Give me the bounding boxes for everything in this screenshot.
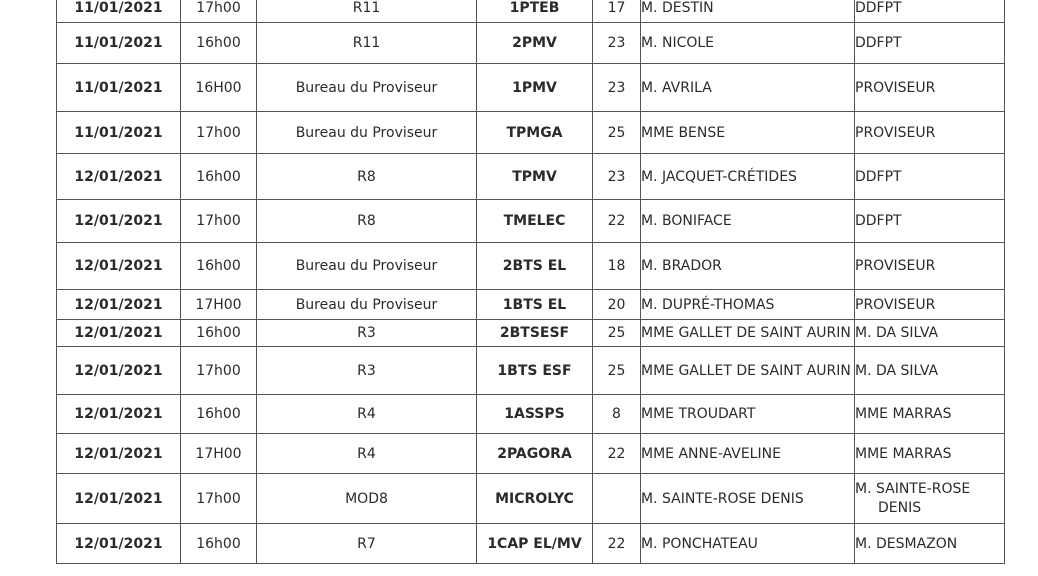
- student-count-cell: 23: [593, 23, 641, 64]
- responsible-cell: PROVISEUR: [855, 112, 1005, 154]
- student-count-cell: 18: [593, 243, 641, 290]
- time-cell: 16h00: [181, 395, 257, 434]
- student-count-cell: 17: [593, 0, 641, 23]
- date-cell: 12/01/2021: [57, 395, 181, 434]
- class-cell: 2BTSESF: [477, 320, 593, 347]
- date-cell: 12/01/2021: [57, 347, 181, 395]
- student-count-cell: 25: [593, 347, 641, 395]
- student-count-cell: 8: [593, 395, 641, 434]
- class-cell: TMELEC: [477, 200, 593, 243]
- table-row: [57, 347, 1005, 395]
- date-cell: 12/01/2021: [57, 434, 181, 474]
- table-row: [57, 395, 1005, 434]
- room-cell: Bureau du Proviseur: [257, 243, 477, 290]
- class-cell: TPMV: [477, 154, 593, 200]
- room-cell: Bureau du Proviseur: [257, 290, 477, 320]
- schedule-body: [57, 0, 1005, 564]
- room-cell: Bureau du Proviseur: [257, 112, 477, 154]
- date-cell: 11/01/2021: [57, 0, 181, 23]
- date-cell: 12/01/2021: [57, 474, 181, 524]
- teacher-cell: M. BONIFACE: [641, 200, 855, 243]
- time-cell: 16H00: [181, 64, 257, 112]
- time-cell: 16h00: [181, 320, 257, 347]
- responsible-line-1: M. SAINTE-ROSE: [855, 480, 971, 497]
- teacher-cell: M. JACQUET-CRÉTIDES: [641, 154, 855, 200]
- student-count-cell: 22: [593, 200, 641, 243]
- class-cell: 1PMV: [477, 64, 593, 112]
- date-cell: 12/01/2021: [57, 320, 181, 347]
- date-cell: 12/01/2021: [57, 154, 181, 200]
- responsible-cell: MME MARRAS: [855, 395, 1005, 434]
- table-row: [57, 200, 1005, 243]
- date-cell: 12/01/2021: [57, 243, 181, 290]
- table-row: [57, 64, 1005, 112]
- responsible-cell: DDFPT: [855, 200, 1005, 243]
- student-count-cell: 23: [593, 154, 641, 200]
- time-cell: 17h00: [181, 112, 257, 154]
- class-cell: 1BTS ESF: [477, 347, 593, 395]
- responsible-cell: M. DA SILVA: [855, 347, 1005, 395]
- table-row: [57, 243, 1005, 290]
- time-cell: 17H00: [181, 290, 257, 320]
- class-cell: 1PTEB: [477, 0, 593, 23]
- room-cell: R11: [257, 23, 477, 64]
- student-count-cell: [593, 474, 641, 524]
- room-cell: R4: [257, 434, 477, 474]
- responsible-cell: [855, 474, 1005, 524]
- responsible-line-2: DENIS: [878, 499, 922, 516]
- teacher-cell: MME GALLET DE SAINT AURIN: [641, 320, 855, 347]
- time-cell: 17h00: [181, 0, 257, 23]
- responsible-cell: PROVISEUR: [855, 64, 1005, 112]
- date-cell: 11/01/2021: [57, 112, 181, 154]
- date-cell: 11/01/2021: [57, 64, 181, 112]
- time-cell: 16h00: [181, 23, 257, 64]
- table-row: [57, 474, 1005, 524]
- table-row: [57, 434, 1005, 474]
- date-cell: 12/01/2021: [57, 524, 181, 564]
- table-row: [57, 290, 1005, 320]
- class-cell: 2BTS EL: [477, 243, 593, 290]
- table-row: [57, 112, 1005, 154]
- time-cell: 16h00: [181, 524, 257, 564]
- teacher-cell: MME BENSE: [641, 112, 855, 154]
- teacher-cell: MME ANNE-AVELINE: [641, 434, 855, 474]
- table-row: [57, 524, 1005, 564]
- time-cell: 17h00: [181, 474, 257, 524]
- time-cell: 16h00: [181, 154, 257, 200]
- responsible-cell: MME MARRAS: [855, 434, 1005, 474]
- student-count-cell: 22: [593, 524, 641, 564]
- responsible-cell: M. DA SILVA: [855, 320, 1005, 347]
- teacher-cell: M. DUPRÉ-THOMAS: [641, 290, 855, 320]
- teacher-cell: M. NICOLE: [641, 23, 855, 64]
- student-count-cell: 23: [593, 64, 641, 112]
- responsible-cell: PROVISEUR: [855, 243, 1005, 290]
- room-cell: Bureau du Proviseur: [257, 64, 477, 112]
- time-cell: 16h00: [181, 243, 257, 290]
- teacher-cell: M. AVRILA: [641, 64, 855, 112]
- date-cell: 11/01/2021: [57, 23, 181, 64]
- room-cell: R4: [257, 395, 477, 434]
- class-cell: 1CAP EL/MV: [477, 524, 593, 564]
- teacher-cell: MME GALLET DE SAINT AURIN: [641, 347, 855, 395]
- table-row: [57, 23, 1005, 64]
- room-cell: R8: [257, 200, 477, 243]
- date-cell: 12/01/2021: [57, 200, 181, 243]
- class-cell: 2PAGORA: [477, 434, 593, 474]
- table-row: [57, 0, 1005, 23]
- teacher-cell: M. BRADOR: [641, 243, 855, 290]
- class-cell: MICROLYC: [477, 474, 593, 524]
- room-cell: R11: [257, 0, 477, 23]
- student-count-cell: 22: [593, 434, 641, 474]
- responsible-cell: DDFPT: [855, 154, 1005, 200]
- teacher-cell: M. PONCHATEAU: [641, 524, 855, 564]
- responsible-cell: M. DESMAZON: [855, 524, 1005, 564]
- time-cell: 17h00: [181, 200, 257, 243]
- student-count-cell: 25: [593, 112, 641, 154]
- class-cell: TPMGA: [477, 112, 593, 154]
- student-count-cell: 25: [593, 320, 641, 347]
- room-cell: MOD8: [257, 474, 477, 524]
- class-cell: 1BTS EL: [477, 290, 593, 320]
- responsible-cell: PROVISEUR: [855, 290, 1005, 320]
- date-cell: 12/01/2021: [57, 290, 181, 320]
- schedule-table: [56, 0, 1005, 564]
- class-cell: 1ASSPS: [477, 395, 593, 434]
- room-cell: R3: [257, 320, 477, 347]
- time-cell: 17H00: [181, 434, 257, 474]
- class-cell: 2PMV: [477, 23, 593, 64]
- teacher-cell: MME TROUDART: [641, 395, 855, 434]
- responsible-cell: DDFPT: [855, 23, 1005, 64]
- table-row: [57, 154, 1005, 200]
- time-cell: 17h00: [181, 347, 257, 395]
- room-cell: R8: [257, 154, 477, 200]
- responsible-cell: DDFPT: [855, 0, 1005, 23]
- room-cell: R3: [257, 347, 477, 395]
- student-count-cell: 20: [593, 290, 641, 320]
- teacher-cell: M. SAINTE-ROSE DENIS: [641, 474, 855, 524]
- teacher-cell: M. DESTIN: [641, 0, 855, 23]
- room-cell: R7: [257, 524, 477, 564]
- table-row: [57, 320, 1005, 347]
